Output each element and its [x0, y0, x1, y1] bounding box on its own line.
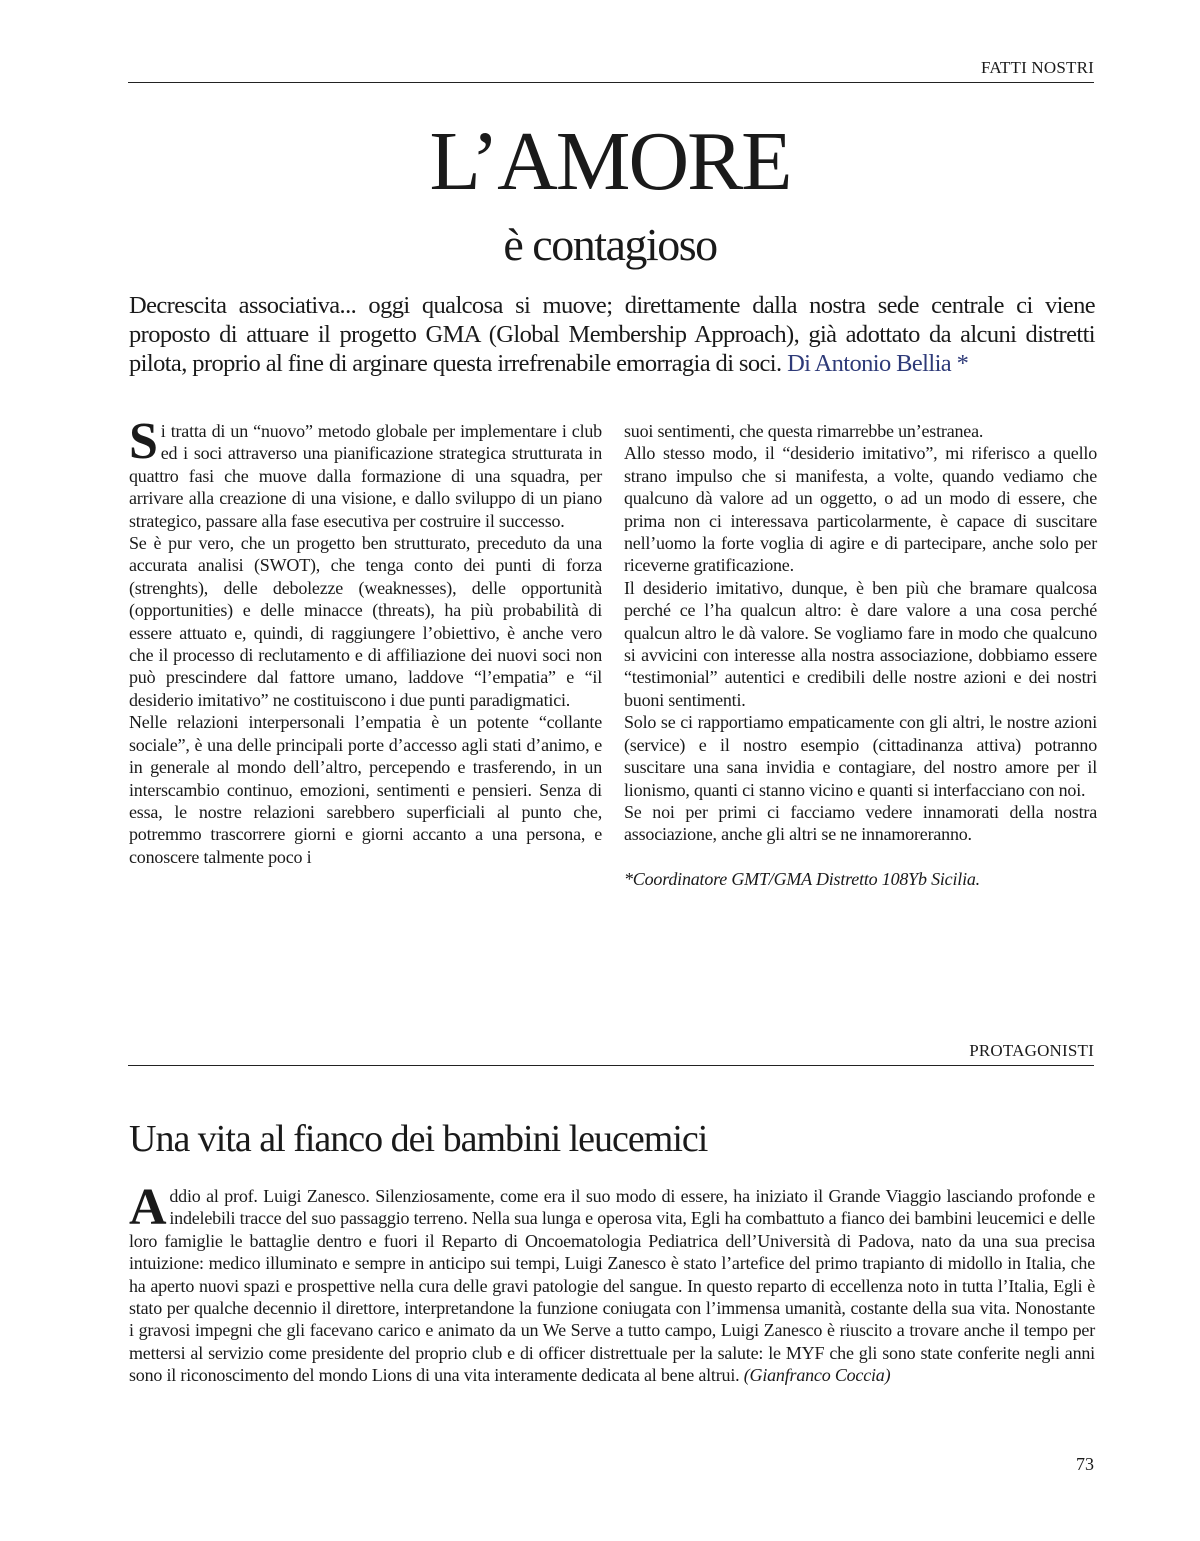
section-rule [128, 1065, 1094, 1066]
paragraph: Se è pur vero, che un progetto ben strutturato, preceduto da una accurata analisi (SWOT), che tenga conto dei punti di forza (strenghts), delle debolezze (weaknesses), delle opportunità (opportunities) e delle minacce (threats), ha più probabilità di essere attuato e, quindi, di raggiungere l’obiettivo, è anche vero che il processo di reclutamento e di affiliazione dei nuovi soci non può prescindere dal fattore umano, laddove “l’empatia” e “il desiderio imitativo” ne costituiscono i due punti paradigmatici. [129, 533, 602, 710]
article-column-right [624, 420, 1097, 890]
article2-body [129, 1179, 1095, 1387]
paragraph: Allo stesso modo, il “desiderio imitativo”, mi riferisco a quello strano impulso che si manifesta, a volte, quando vediamo che qualcuno dà valore ad un oggetto, o ad un modo di essere, che prima non ci interessava particolarmente, è capace di suscitare nell’uomo la forte voglia di agire e di partecipare, anche solo per riceverne gratificazione. [624, 443, 1097, 576]
article-column-left [129, 413, 602, 868]
paragraph: Se noi per primi ci facciamo vedere innamorati della nostra associazione, anche gli altri se ne innamoreranno. [624, 801, 1097, 845]
article-lead [129, 291, 1095, 378]
drop-cap: A [129, 1179, 167, 1236]
paragraph: Nelle relazioni interpersonali l’empatia è un potente “collante sociale”, è una delle principali porte d’accesso agli stati d’animo, e in generale al mondo dell’altro, percependo e trasferendo, in un interscambio continuo, emozioni, sentimenti e pensieri. Senza di essa, le nostre relazioni sarebbero superficiali al punto che, potremmo trascorrere giorni e giorni accanto a una persona, e conoscere talmente poco i [129, 712, 602, 867]
author-note: *Coordinatore GMT/GMA Distretto 108Yb Sicilia. [624, 868, 980, 889]
article-title: L’AMORE [429, 115, 791, 208]
section-label-protagonisti: PROTAGONISTI [969, 1041, 1094, 1060]
article2-title: Una vita al fianco dei bambini leucemici [129, 1118, 708, 1160]
paragraph: Solo se ci rapportiamo empaticamente con gli altri, le nostre azioni (service) e il nostro esempio (cittadinanza attiva) potranno suscitare una sana invidia e contagiare, del nostro amore per il lionismo, quanti ci stanno vicino e quanti si interfacciano con noi. [624, 712, 1097, 800]
article2-author: (Gianfranco Coccia) [743, 1365, 891, 1386]
article2-text: ddio al prof. Luigi Zanesco. Silenziosamente, come era il suo modo di essere, ha iniziato il Grande Viaggio lasciando profonde e indelebili tracce del suo passaggio terreno. Nella sua lunga e operosa vita, Egli ha combattuto a fianco dei bambini leucemici e delle loro famiglie le battaglie dentro e fuori il Reparto di Oncoematologia Pediatrica dell’Università di Padova, nato da una sua precisa intuizione: medico illuminato e sempre in anticipo sui tempi, Luigi Zanesco è stato l’artefice del primo trapianto di midollo in Italia, che ha aperto nuovi spazi e prospettive nella cura delle gravi patologie del sangue. In questo reparto di eccellenza noto in tutta l’Italia, Egli è stato per qualche decennio il direttore, interpretandone la funzione coniugata con l’immensa umanità, costante della sua vita. Nonostante i gravosi impegni che gli facevano carico e animato da un We Serve a tutto campo, Luigi Zanesco è riuscito a trovare anche il tempo per mettersi al servizio come presidente del proprio club e di officer distrettuale per la salute: le MYF che gli sono state conferite negli anni sono il riconoscimento del mondo Lions di una vita interamente dedicata al bene altrui. [129, 1186, 1095, 1386]
paragraph: suoi sentimenti, che questa rimarrebbe un’estranea. [624, 421, 984, 441]
page-number: 73 [1076, 1454, 1094, 1474]
paragraph: Il desiderio imitativo, dunque, è ben più che bramare qualcosa perché ce l’ha qualcun altro: è dare valore a una cosa perché qualcun altro le dà valore. Se vogliamo fare in modo che qualcuno si avvicini con interesse alla nostra associazione, dobbiamo essere “testimonial” autentici e credibili delle nostre azioni e dei nostri buoni sentimenti. [624, 577, 1097, 710]
header-rule [128, 82, 1094, 83]
paragraph: i tratta di un “nuovo” metodo globale per implementare i club ed i soci attraverso una pianificazione strategica strutturata in quattro fasi che muove dalla formazione di una squadra, per arrivare alla creazione di una visione, e dallo sviluppo di un piano strategico, passare alla fase esecutiva per costruire il successo. [129, 421, 602, 531]
section-label: FATTI NOSTRI [980, 58, 1094, 77]
drop-cap: S [129, 413, 158, 470]
article-subtitle: è contagioso [503, 219, 717, 270]
byline: Di Antonio Bellia * [787, 350, 969, 377]
lead-text: Decrescita associativa... oggi qualcosa si muove; direttamente dalla nostra sede centrale ci viene proposto di attuare il progetto GMA (Global Membership Approach), già adottato da alcuni distretti pilota, proprio al fine di arginare questa irrefrenabile emorragia di soci. [129, 292, 1095, 377]
